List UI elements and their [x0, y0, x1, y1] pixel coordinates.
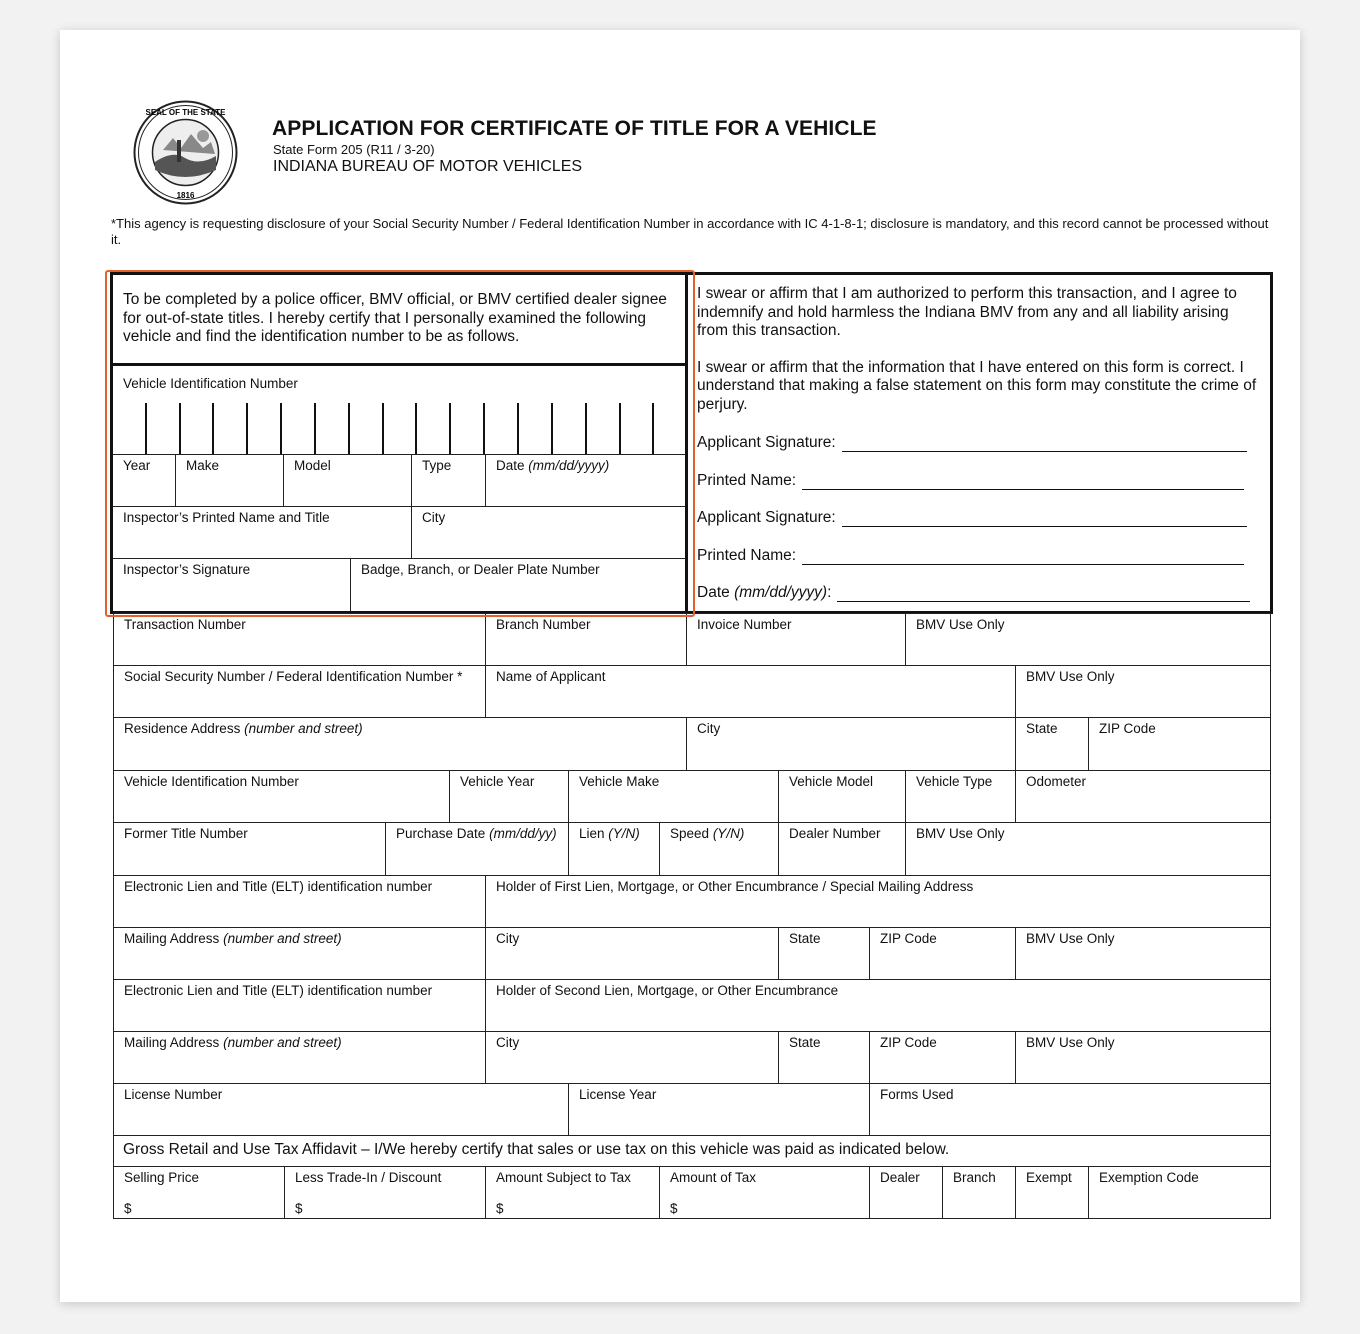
- bmv-use-only-3: BMV Use Only: [905, 822, 1271, 876]
- certification-text: To be completed by a police officer, BMV official, or BMV certified dealer signee for out-of-state titles. I hereby certify that I personally examined the following vehicle and find the identification number to be as follows.: [123, 291, 667, 345]
- residence-city-field[interactable]: City: [686, 717, 1016, 771]
- applicant-signature-2[interactable]: Applicant Signature:: [697, 509, 1247, 527]
- residence-zip-field[interactable]: ZIP Code: [1088, 717, 1271, 771]
- vehicle-year-field[interactable]: Vehicle Year: [449, 770, 569, 823]
- inspector-name-field[interactable]: Inspector’s Printed Name and Title: [113, 506, 412, 559]
- second-lien-holder-field[interactable]: Holder of Second Lien, Mortgage, or Other Encumbrance: [485, 979, 1271, 1032]
- vehicle-model-field[interactable]: Vehicle Model: [778, 770, 906, 823]
- bmv-use-only-4: BMV Use Only: [1015, 927, 1271, 980]
- mailing-city-field-1[interactable]: City: [485, 927, 779, 980]
- printed-name-2[interactable]: Printed Name:: [697, 547, 1244, 565]
- inspection-type-field[interactable]: Type: [411, 454, 486, 507]
- affirmation-date[interactable]: Date (mm/dd/yyyy) :: [697, 584, 1250, 602]
- affirmation-text: [697, 285, 1257, 414]
- amount-of-tax-field[interactable]: Amount of Tax $: [659, 1166, 870, 1219]
- license-year-field[interactable]: License Year: [568, 1083, 870, 1136]
- inspection-date-field[interactable]: Date (mm/dd/yyyy): [485, 454, 685, 507]
- inspection-year-field[interactable]: Year: [113, 454, 176, 507]
- affirmation-paragraph-1: I swear or affirm that I am authorized to perform this transaction, and I agree to indemnify and hold harmless the Indiana BMV from any and all liability arising from this transaction.: [697, 285, 1237, 339]
- mailing-city-field-2[interactable]: City: [485, 1031, 779, 1084]
- bmv-use-only-2: BMV Use Only: [1015, 665, 1271, 718]
- elt-id-field-1[interactable]: Electronic Lien and Title (ELT) identification number: [113, 875, 486, 928]
- bmv-use-only-5: BMV Use Only: [1015, 1031, 1271, 1084]
- exemption-code-field[interactable]: Exemption Code: [1088, 1166, 1271, 1219]
- mailing-zip-field-2[interactable]: ZIP Code: [869, 1031, 1016, 1084]
- vin-field[interactable]: Vehicle Identification Number: [113, 770, 450, 823]
- dealer-checkbox-field[interactable]: Dealer: [869, 1166, 943, 1219]
- svg-text:SEAL OF THE STATE: SEAL OF THE STATE: [145, 108, 226, 117]
- inspection-make-field[interactable]: Make: [175, 454, 284, 507]
- license-number-field[interactable]: License Number: [113, 1083, 569, 1136]
- residence-state-field[interactable]: State: [1015, 717, 1089, 771]
- bmv-use-only-1: BMV Use Only: [905, 613, 1271, 666]
- branch-checkbox-field[interactable]: Branch: [942, 1166, 1016, 1219]
- inspection-city-field[interactable]: City: [411, 506, 685, 559]
- ssn-disclosure: *This agency is requesting disclosure of your Social Security Number / Federal Identification Number in accordance with IC 4-1-8-1; disclosure is mandatory, and this record cannot be processed without it.: [111, 216, 1269, 247]
- first-lien-holder-field[interactable]: Holder of First Lien, Mortgage, or Other Encumbrance / Special Mailing Address: [485, 875, 1271, 928]
- inspection-section-highlight: [105, 270, 695, 617]
- inspection-vin-label: Vehicle Identification Number: [123, 376, 298, 391]
- inspector-signature-field[interactable]: Inspector’s Signature: [113, 558, 351, 611]
- invoice-number-field[interactable]: Invoice Number: [686, 613, 906, 666]
- printed-name-1[interactable]: Printed Name:: [697, 472, 1244, 490]
- ssn-field[interactable]: Social Security Number / Federal Identification Number *: [113, 665, 486, 718]
- mailing-state-field-1[interactable]: State: [778, 927, 870, 980]
- form-number: State Form 205 (R11 / 3-20): [273, 142, 435, 157]
- mailing-address-field-1[interactable]: Mailing Address (number and street): [113, 927, 486, 980]
- elt-id-field-2[interactable]: Electronic Lien and Title (ELT) identification number: [113, 979, 486, 1032]
- former-title-field[interactable]: Former Title Number: [113, 822, 386, 876]
- form-title: APPLICATION FOR CERTIFICATE OF TITLE FOR A VEHICLE: [272, 117, 877, 140]
- vehicle-type-field[interactable]: Vehicle Type: [905, 770, 1016, 823]
- dealer-number-field[interactable]: Dealer Number: [778, 822, 906, 876]
- exempt-checkbox-field[interactable]: Exempt: [1015, 1166, 1089, 1219]
- mailing-zip-field-1[interactable]: ZIP Code: [869, 927, 1016, 980]
- forms-used-field[interactable]: Forms Used: [869, 1083, 1271, 1136]
- residence-address-field[interactable]: Residence Address (number and street): [113, 717, 687, 771]
- lien-field[interactable]: Lien (Y/N): [568, 822, 660, 876]
- svg-text:1816: 1816: [176, 191, 195, 200]
- branch-number-field[interactable]: Branch Number: [485, 613, 687, 666]
- mailing-address-field-2[interactable]: Mailing Address (number and street): [113, 1031, 486, 1084]
- inspection-model-field[interactable]: Model: [283, 454, 412, 507]
- trade-in-field[interactable]: Less Trade-In / Discount $: [284, 1166, 486, 1219]
- amount-subject-field[interactable]: Amount Subject to Tax $: [485, 1166, 660, 1219]
- transaction-number-field[interactable]: Transaction Number: [113, 613, 486, 666]
- speed-field[interactable]: Speed (Y/N): [659, 822, 779, 876]
- indiana-state-seal: [133, 100, 238, 205]
- purchase-date-field[interactable]: Purchase Date (mm/dd/yy): [385, 822, 569, 876]
- vehicle-make-field[interactable]: Vehicle Make: [568, 770, 779, 823]
- agency-name: INDIANA BUREAU OF MOTOR VEHICLES: [273, 158, 583, 175]
- selling-price-field[interactable]: Selling Price $: [113, 1166, 285, 1219]
- affirmation-paragraph-2: I swear or affirm that the information that I have entered on this form is correct. I understand that making a false statement on this form may constitute the crime of perjury.: [697, 358, 1257, 413]
- odometer-field[interactable]: Odometer: [1015, 770, 1271, 823]
- mailing-state-field-2[interactable]: State: [778, 1031, 870, 1084]
- applicant-signature-1[interactable]: Applicant Signature:: [697, 434, 1247, 452]
- badge-branch-field[interactable]: Badge, Branch, or Dealer Plate Number: [350, 558, 685, 611]
- tax-affidavit-text: Gross Retail and Use Tax Affidavit – I/We hereby certify that sales or use tax on this vehicle was paid as indicated below.: [123, 1141, 950, 1158]
- applicant-name-field[interactable]: Name of Applicant: [485, 665, 1016, 718]
